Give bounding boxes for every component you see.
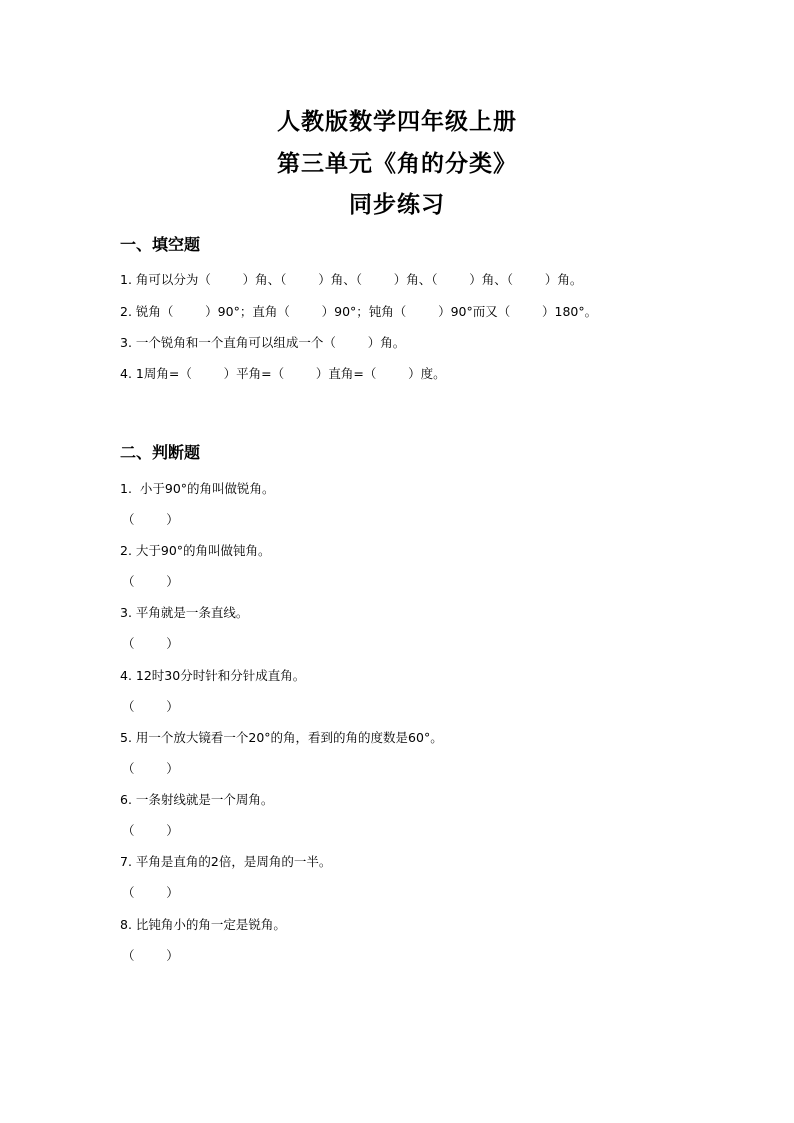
judge-answer-blank-2: （ ）: [122, 574, 179, 589]
judge-answer-blank-7: （ ）: [122, 885, 179, 900]
judge-answer-blank-8: （ ）: [122, 948, 179, 963]
judge-question-1: 1. 小于90°的角叫做锐角。: [120, 481, 275, 496]
judge-answer-blank-5: （ ）: [122, 761, 179, 776]
judge-question-5: 5. 用一个放大镜看一个20°的角，看到的角的度数是60°。: [120, 730, 443, 745]
fill-in-question-1: 1. 角可以分为（ ）角、（ ）角、（ ）角、（ ）角、（ ）角。: [120, 272, 583, 287]
fill-in-question-2: 2. 锐角（ ）90°；直角（ ）90°；钝角（ ）90°而又（ ）180°。: [120, 304, 598, 319]
judge-answer-blank-4: （ ）: [122, 699, 179, 714]
judge-question-2: 2. 大于90°的角叫做钝角。: [120, 543, 271, 558]
fill-in-question-4: 4. 1周角=（ ）平角=（ ）直角=（ ）度。: [120, 366, 446, 381]
title-line-1: 人教版数学四年级上册: [277, 108, 517, 135]
judge-answer-blank-3: （ ）: [122, 636, 179, 651]
judge-question-6: 6. 一条射线就是一个周角。: [120, 792, 274, 807]
section-heading-fill-in: 一、填空题: [120, 235, 201, 254]
fill-in-question-3: 3. 一个锐角和一个直角可以组成一个（ ）角。: [120, 335, 406, 350]
judge-question-7: 7. 平角是直角的2倍，是周角的一半。: [120, 854, 332, 869]
judge-answer-blank-1: （ ）: [122, 512, 179, 527]
judge-question-3: 3. 平角就是一条直线。: [120, 605, 249, 620]
judge-question-4: 4. 12时30分时针和分针成直角。: [120, 668, 306, 683]
judge-question-8: 8. 比钝角小的角一定是锐角。: [120, 917, 286, 932]
section-heading-true-false: 二、判断题: [120, 443, 201, 462]
title-line-2: 第三单元《角的分类》: [277, 150, 517, 177]
judge-answer-blank-6: （ ）: [122, 823, 179, 838]
title-line-3: 同步练习: [349, 191, 445, 218]
